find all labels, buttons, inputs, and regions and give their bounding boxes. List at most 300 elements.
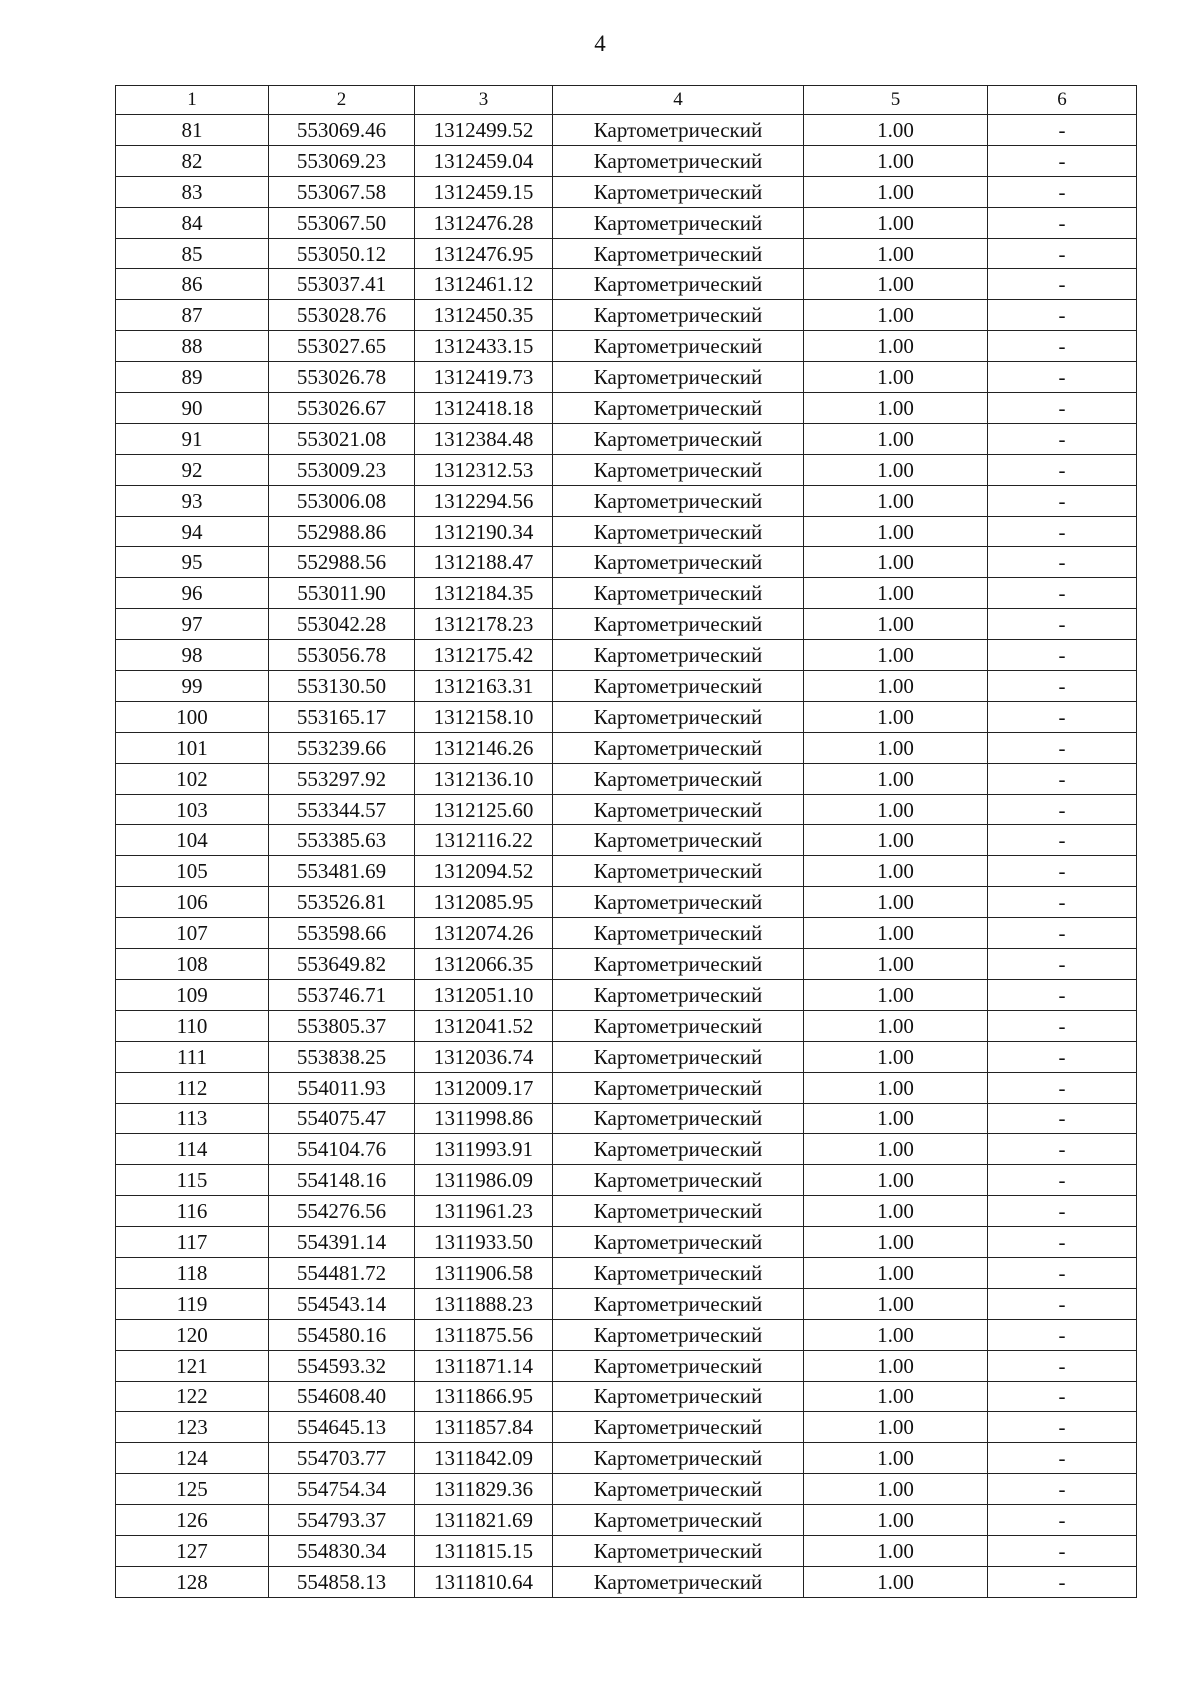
method-cell: Картометрический: [553, 1134, 804, 1165]
x-coordinate-cell: 554543.14: [269, 1288, 415, 1319]
table-row: [116, 671, 1137, 702]
y-coordinate-cell: 1311933.50: [415, 1227, 553, 1258]
table-row: [116, 454, 1137, 485]
description-cell: -: [988, 1010, 1137, 1041]
y-coordinate-cell: 1311888.23: [415, 1288, 553, 1319]
x-coordinate-cell: 553526.81: [269, 887, 415, 918]
accuracy-cell: 1.00: [804, 763, 988, 794]
accuracy-cell: 1.00: [804, 1227, 988, 1258]
accuracy-cell: 1.00: [804, 423, 988, 454]
accuracy-cell: 1.00: [804, 516, 988, 547]
x-coordinate-cell: 553011.90: [269, 578, 415, 609]
description-cell: -: [988, 732, 1137, 763]
x-coordinate-cell: 554580.16: [269, 1319, 415, 1350]
x-coordinate-cell: 553042.28: [269, 609, 415, 640]
x-coordinate-cell: 554793.37: [269, 1505, 415, 1536]
description-cell: -: [988, 393, 1137, 424]
accuracy-cell: 1.00: [804, 1350, 988, 1381]
point-number-cell: 88: [116, 331, 269, 362]
table-row: [116, 115, 1137, 146]
method-cell: Картометрический: [553, 1381, 804, 1412]
table-row: [116, 578, 1137, 609]
method-cell: Картометрический: [553, 1072, 804, 1103]
table-row: [116, 887, 1137, 918]
y-coordinate-cell: 1312476.95: [415, 238, 553, 269]
y-coordinate-cell: 1312094.52: [415, 856, 553, 887]
method-cell: Картометрический: [553, 1319, 804, 1350]
point-number-cell: 89: [116, 362, 269, 393]
column-header: 5: [804, 86, 988, 115]
description-cell: -: [988, 1505, 1137, 1536]
x-coordinate-cell: 553067.50: [269, 207, 415, 238]
point-number-cell: 126: [116, 1505, 269, 1536]
accuracy-cell: 1.00: [804, 1443, 988, 1474]
method-cell: Картометрический: [553, 454, 804, 485]
point-number-cell: 122: [116, 1381, 269, 1412]
accuracy-cell: 1.00: [804, 145, 988, 176]
point-number-cell: 114: [116, 1134, 269, 1165]
point-number-cell: 100: [116, 701, 269, 732]
point-number-cell: 112: [116, 1072, 269, 1103]
method-cell: Картометрический: [553, 1196, 804, 1227]
description-cell: -: [988, 331, 1137, 362]
table-row: [116, 238, 1137, 269]
x-coordinate-cell: 554608.40: [269, 1381, 415, 1412]
method-cell: Картометрический: [553, 1227, 804, 1258]
description-cell: -: [988, 763, 1137, 794]
y-coordinate-cell: 1311821.69: [415, 1505, 553, 1536]
description-cell: -: [988, 1412, 1137, 1443]
x-coordinate-cell: 553130.50: [269, 671, 415, 702]
x-coordinate-cell: 553239.66: [269, 732, 415, 763]
method-cell: Картометрический: [553, 485, 804, 516]
method-cell: Картометрический: [553, 979, 804, 1010]
method-cell: Картометрический: [553, 393, 804, 424]
point-number-cell: 110: [116, 1010, 269, 1041]
table-row: [116, 1350, 1137, 1381]
table-row: [116, 516, 1137, 547]
x-coordinate-cell: 553067.58: [269, 176, 415, 207]
table-row: [116, 856, 1137, 887]
table-row: [116, 1041, 1137, 1072]
method-cell: Картометрический: [553, 1041, 804, 1072]
accuracy-cell: 1.00: [804, 578, 988, 609]
point-number-cell: 105: [116, 856, 269, 887]
method-cell: Картометрический: [553, 763, 804, 794]
accuracy-cell: 1.00: [804, 1010, 988, 1041]
accuracy-cell: 1.00: [804, 1134, 988, 1165]
y-coordinate-cell: 1311829.36: [415, 1474, 553, 1505]
accuracy-cell: 1.00: [804, 701, 988, 732]
x-coordinate-cell: 552988.56: [269, 547, 415, 578]
description-cell: -: [988, 300, 1137, 331]
point-number-cell: 86: [116, 269, 269, 300]
accuracy-cell: 1.00: [804, 949, 988, 980]
table-row: [116, 331, 1137, 362]
description-cell: -: [988, 671, 1137, 702]
y-coordinate-cell: 1312175.42: [415, 640, 553, 671]
table-row: [116, 949, 1137, 980]
y-coordinate-cell: 1312450.35: [415, 300, 553, 331]
description-cell: -: [988, 207, 1137, 238]
column-header: 2: [269, 86, 415, 115]
x-coordinate-cell: 554481.72: [269, 1257, 415, 1288]
table-row: [116, 763, 1137, 794]
point-number-cell: 104: [116, 825, 269, 856]
description-cell: -: [988, 176, 1137, 207]
method-cell: Картометрический: [553, 1103, 804, 1134]
accuracy-cell: 1.00: [804, 671, 988, 702]
description-cell: -: [988, 1566, 1137, 1597]
y-coordinate-cell: 1312116.22: [415, 825, 553, 856]
description-cell: -: [988, 949, 1137, 980]
column-header: 3: [415, 86, 553, 115]
point-number-cell: 83: [116, 176, 269, 207]
y-coordinate-cell: 1312146.26: [415, 732, 553, 763]
description-cell: -: [988, 1319, 1137, 1350]
page-number: 4: [594, 31, 606, 56]
table-row: [116, 825, 1137, 856]
accuracy-cell: 1.00: [804, 1103, 988, 1134]
x-coordinate-cell: 553481.69: [269, 856, 415, 887]
method-cell: Картометрический: [553, 362, 804, 393]
accuracy-cell: 1.00: [804, 640, 988, 671]
x-coordinate-cell: 554645.13: [269, 1412, 415, 1443]
y-coordinate-cell: 1312461.12: [415, 269, 553, 300]
method-cell: Картометрический: [553, 856, 804, 887]
accuracy-cell: 1.00: [804, 269, 988, 300]
table-row: [116, 918, 1137, 949]
accuracy-cell: 1.00: [804, 825, 988, 856]
method-cell: Картометрический: [553, 1288, 804, 1319]
point-number-cell: 107: [116, 918, 269, 949]
method-cell: Картометрический: [553, 1566, 804, 1597]
method-cell: Картометрический: [553, 1412, 804, 1443]
method-cell: Картометрический: [553, 238, 804, 269]
x-coordinate-cell: 553006.08: [269, 485, 415, 516]
accuracy-cell: 1.00: [804, 979, 988, 1010]
y-coordinate-cell: 1312085.95: [415, 887, 553, 918]
method-cell: Картометрический: [553, 300, 804, 331]
x-coordinate-cell: 553598.66: [269, 918, 415, 949]
table-row: [116, 1474, 1137, 1505]
accuracy-cell: 1.00: [804, 732, 988, 763]
table-row: [116, 1257, 1137, 1288]
y-coordinate-cell: 1312384.48: [415, 423, 553, 454]
point-number-cell: 120: [116, 1319, 269, 1350]
accuracy-cell: 1.00: [804, 176, 988, 207]
point-number-cell: 82: [116, 145, 269, 176]
point-number-cell: 118: [116, 1257, 269, 1288]
x-coordinate-cell: 553385.63: [269, 825, 415, 856]
point-number-cell: 90: [116, 393, 269, 424]
method-cell: Картометрический: [553, 578, 804, 609]
x-coordinate-cell: 553297.92: [269, 763, 415, 794]
description-cell: -: [988, 1288, 1137, 1319]
table-row: [116, 1535, 1137, 1566]
y-coordinate-cell: 1311961.23: [415, 1196, 553, 1227]
table-row: [116, 423, 1137, 454]
description-cell: -: [988, 979, 1137, 1010]
accuracy-cell: 1.00: [804, 794, 988, 825]
description-cell: -: [988, 1165, 1137, 1196]
accuracy-cell: 1.00: [804, 1535, 988, 1566]
description-cell: -: [988, 1257, 1137, 1288]
method-cell: Картометрический: [553, 1505, 804, 1536]
x-coordinate-cell: 553027.65: [269, 331, 415, 362]
accuracy-cell: 1.00: [804, 1505, 988, 1536]
table-row: [116, 1319, 1137, 1350]
point-number-cell: 84: [116, 207, 269, 238]
x-coordinate-cell: 554593.32: [269, 1350, 415, 1381]
method-cell: Картометрический: [553, 609, 804, 640]
point-number-cell: 94: [116, 516, 269, 547]
x-coordinate-cell: 554703.77: [269, 1443, 415, 1474]
description-cell: -: [988, 269, 1137, 300]
x-coordinate-cell: 554148.16: [269, 1165, 415, 1196]
x-coordinate-cell: 553050.12: [269, 238, 415, 269]
x-coordinate-cell: 553009.23: [269, 454, 415, 485]
x-coordinate-cell: 553028.76: [269, 300, 415, 331]
accuracy-cell: 1.00: [804, 1412, 988, 1443]
accuracy-cell: 1.00: [804, 1196, 988, 1227]
table-row: [116, 300, 1137, 331]
point-number-cell: 98: [116, 640, 269, 671]
table-row: [116, 547, 1137, 578]
y-coordinate-cell: 1312499.52: [415, 115, 553, 146]
accuracy-cell: 1.00: [804, 1072, 988, 1103]
y-coordinate-cell: 1311906.58: [415, 1257, 553, 1288]
y-coordinate-cell: 1312178.23: [415, 609, 553, 640]
method-cell: Картометрический: [553, 887, 804, 918]
point-number-cell: 123: [116, 1412, 269, 1443]
description-cell: -: [988, 1474, 1137, 1505]
point-number-cell: 93: [116, 485, 269, 516]
method-cell: Картометрический: [553, 1535, 804, 1566]
x-coordinate-cell: 553746.71: [269, 979, 415, 1010]
method-cell: Картометрический: [553, 269, 804, 300]
x-coordinate-cell: 553165.17: [269, 701, 415, 732]
method-cell: Картометрический: [553, 423, 804, 454]
table-body: [116, 86, 1137, 1598]
table-row: [116, 393, 1137, 424]
coordinates-table: [115, 85, 1137, 1598]
table-row: [116, 1165, 1137, 1196]
accuracy-cell: 1.00: [804, 207, 988, 238]
x-coordinate-cell: 553649.82: [269, 949, 415, 980]
y-coordinate-cell: 1312066.35: [415, 949, 553, 980]
point-number-cell: 113: [116, 1103, 269, 1134]
table-row: [116, 640, 1137, 671]
description-cell: -: [988, 794, 1137, 825]
y-coordinate-cell: 1312294.56: [415, 485, 553, 516]
description-cell: -: [988, 578, 1137, 609]
description-cell: -: [988, 115, 1137, 146]
point-number-cell: 108: [116, 949, 269, 980]
table-row: [116, 609, 1137, 640]
x-coordinate-cell: 553838.25: [269, 1041, 415, 1072]
point-number-cell: 81: [116, 115, 269, 146]
table-row: [116, 732, 1137, 763]
y-coordinate-cell: 1311998.86: [415, 1103, 553, 1134]
accuracy-cell: 1.00: [804, 856, 988, 887]
method-cell: Картометрический: [553, 1257, 804, 1288]
method-cell: Картометрический: [553, 1165, 804, 1196]
table-row: [116, 1227, 1137, 1258]
y-coordinate-cell: 1312476.28: [415, 207, 553, 238]
table-row: [116, 362, 1137, 393]
y-coordinate-cell: 1312041.52: [415, 1010, 553, 1041]
description-cell: -: [988, 887, 1137, 918]
point-number-cell: 92: [116, 454, 269, 485]
x-coordinate-cell: 554104.76: [269, 1134, 415, 1165]
method-cell: Картометрический: [553, 207, 804, 238]
point-number-cell: 96: [116, 578, 269, 609]
description-cell: -: [988, 640, 1137, 671]
table-row: [116, 207, 1137, 238]
accuracy-cell: 1.00: [804, 485, 988, 516]
y-coordinate-cell: 1312419.73: [415, 362, 553, 393]
accuracy-cell: 1.00: [804, 887, 988, 918]
point-number-cell: 106: [116, 887, 269, 918]
method-cell: Картометрический: [553, 1474, 804, 1505]
x-coordinate-cell: 554858.13: [269, 1566, 415, 1597]
x-coordinate-cell: 554011.93: [269, 1072, 415, 1103]
method-cell: Картометрический: [553, 1443, 804, 1474]
point-number-cell: 119: [116, 1288, 269, 1319]
method-cell: Картометрический: [553, 1350, 804, 1381]
y-coordinate-cell: 1311871.14: [415, 1350, 553, 1381]
point-number-cell: 87: [116, 300, 269, 331]
accuracy-cell: 1.00: [804, 1474, 988, 1505]
table-row: [116, 979, 1137, 1010]
y-coordinate-cell: 1312459.04: [415, 145, 553, 176]
y-coordinate-cell: 1311875.56: [415, 1319, 553, 1350]
y-coordinate-cell: 1312188.47: [415, 547, 553, 578]
table-row: [116, 1443, 1137, 1474]
method-cell: Картометрический: [553, 825, 804, 856]
description-cell: -: [988, 825, 1137, 856]
x-coordinate-cell: 554075.47: [269, 1103, 415, 1134]
y-coordinate-cell: 1312158.10: [415, 701, 553, 732]
x-coordinate-cell: 554391.14: [269, 1227, 415, 1258]
y-coordinate-cell: 1312312.53: [415, 454, 553, 485]
point-number-cell: 109: [116, 979, 269, 1010]
point-number-cell: 116: [116, 1196, 269, 1227]
table-row: [116, 1381, 1137, 1412]
description-cell: -: [988, 485, 1137, 516]
method-cell: Картометрический: [553, 1010, 804, 1041]
description-cell: -: [988, 1227, 1137, 1258]
x-coordinate-cell: 553021.08: [269, 423, 415, 454]
y-coordinate-cell: 1312036.74: [415, 1041, 553, 1072]
table-row: [116, 176, 1137, 207]
point-number-cell: 121: [116, 1350, 269, 1381]
x-coordinate-cell: 553026.78: [269, 362, 415, 393]
point-number-cell: 111: [116, 1041, 269, 1072]
description-cell: -: [988, 701, 1137, 732]
y-coordinate-cell: 1311866.95: [415, 1381, 553, 1412]
description-cell: -: [988, 1350, 1137, 1381]
method-cell: Картометрический: [553, 516, 804, 547]
x-coordinate-cell: 553344.57: [269, 794, 415, 825]
x-coordinate-cell: 554754.34: [269, 1474, 415, 1505]
accuracy-cell: 1.00: [804, 547, 988, 578]
accuracy-cell: 1.00: [804, 115, 988, 146]
y-coordinate-cell: 1312051.10: [415, 979, 553, 1010]
description-cell: -: [988, 423, 1137, 454]
method-cell: Картометрический: [553, 671, 804, 702]
point-number-cell: 99: [116, 671, 269, 702]
point-number-cell: 115: [116, 1165, 269, 1196]
x-coordinate-cell: 554830.34: [269, 1535, 415, 1566]
point-number-cell: 85: [116, 238, 269, 269]
description-cell: -: [988, 145, 1137, 176]
y-coordinate-cell: 1312459.15: [415, 176, 553, 207]
accuracy-cell: 1.00: [804, 609, 988, 640]
column-header: 4: [553, 86, 804, 115]
table-row: [116, 1196, 1137, 1227]
table-row: [116, 1288, 1137, 1319]
description-cell: -: [988, 516, 1137, 547]
y-coordinate-cell: 1312074.26: [415, 918, 553, 949]
table-row: [116, 701, 1137, 732]
method-cell: Картометрический: [553, 176, 804, 207]
column-header: 1: [116, 86, 269, 115]
y-coordinate-cell: 1312184.35: [415, 578, 553, 609]
y-coordinate-cell: 1312136.10: [415, 763, 553, 794]
x-coordinate-cell: 554276.56: [269, 1196, 415, 1227]
description-cell: -: [988, 856, 1137, 887]
accuracy-cell: 1.00: [804, 1165, 988, 1196]
table-row: [116, 1134, 1137, 1165]
method-cell: Картометрический: [553, 640, 804, 671]
table-row: [116, 1566, 1137, 1597]
point-number-cell: 95: [116, 547, 269, 578]
description-cell: -: [988, 1041, 1137, 1072]
x-coordinate-cell: 553037.41: [269, 269, 415, 300]
y-coordinate-cell: 1312190.34: [415, 516, 553, 547]
accuracy-cell: 1.00: [804, 238, 988, 269]
method-cell: Картометрический: [553, 949, 804, 980]
description-cell: -: [988, 1134, 1137, 1165]
method-cell: Картометрический: [553, 115, 804, 146]
description-cell: -: [988, 609, 1137, 640]
point-number-cell: 127: [116, 1535, 269, 1566]
accuracy-cell: 1.00: [804, 362, 988, 393]
description-cell: -: [988, 547, 1137, 578]
table-row: [116, 794, 1137, 825]
y-coordinate-cell: 1311986.09: [415, 1165, 553, 1196]
accuracy-cell: 1.00: [804, 1381, 988, 1412]
table-row: [116, 1505, 1137, 1536]
table-row: [116, 1412, 1137, 1443]
description-cell: -: [988, 1103, 1137, 1134]
x-coordinate-cell: 553056.78: [269, 640, 415, 671]
method-cell: Картометрический: [553, 732, 804, 763]
y-coordinate-cell: 1311857.84: [415, 1412, 553, 1443]
x-coordinate-cell: 553069.46: [269, 115, 415, 146]
y-coordinate-cell: 1312418.18: [415, 393, 553, 424]
method-cell: Картометрический: [553, 145, 804, 176]
method-cell: Картометрический: [553, 331, 804, 362]
point-number-cell: 102: [116, 763, 269, 794]
description-cell: -: [988, 1381, 1137, 1412]
accuracy-cell: 1.00: [804, 1257, 988, 1288]
table-row: [116, 1010, 1137, 1041]
x-coordinate-cell: 553805.37: [269, 1010, 415, 1041]
y-coordinate-cell: 1311993.91: [415, 1134, 553, 1165]
